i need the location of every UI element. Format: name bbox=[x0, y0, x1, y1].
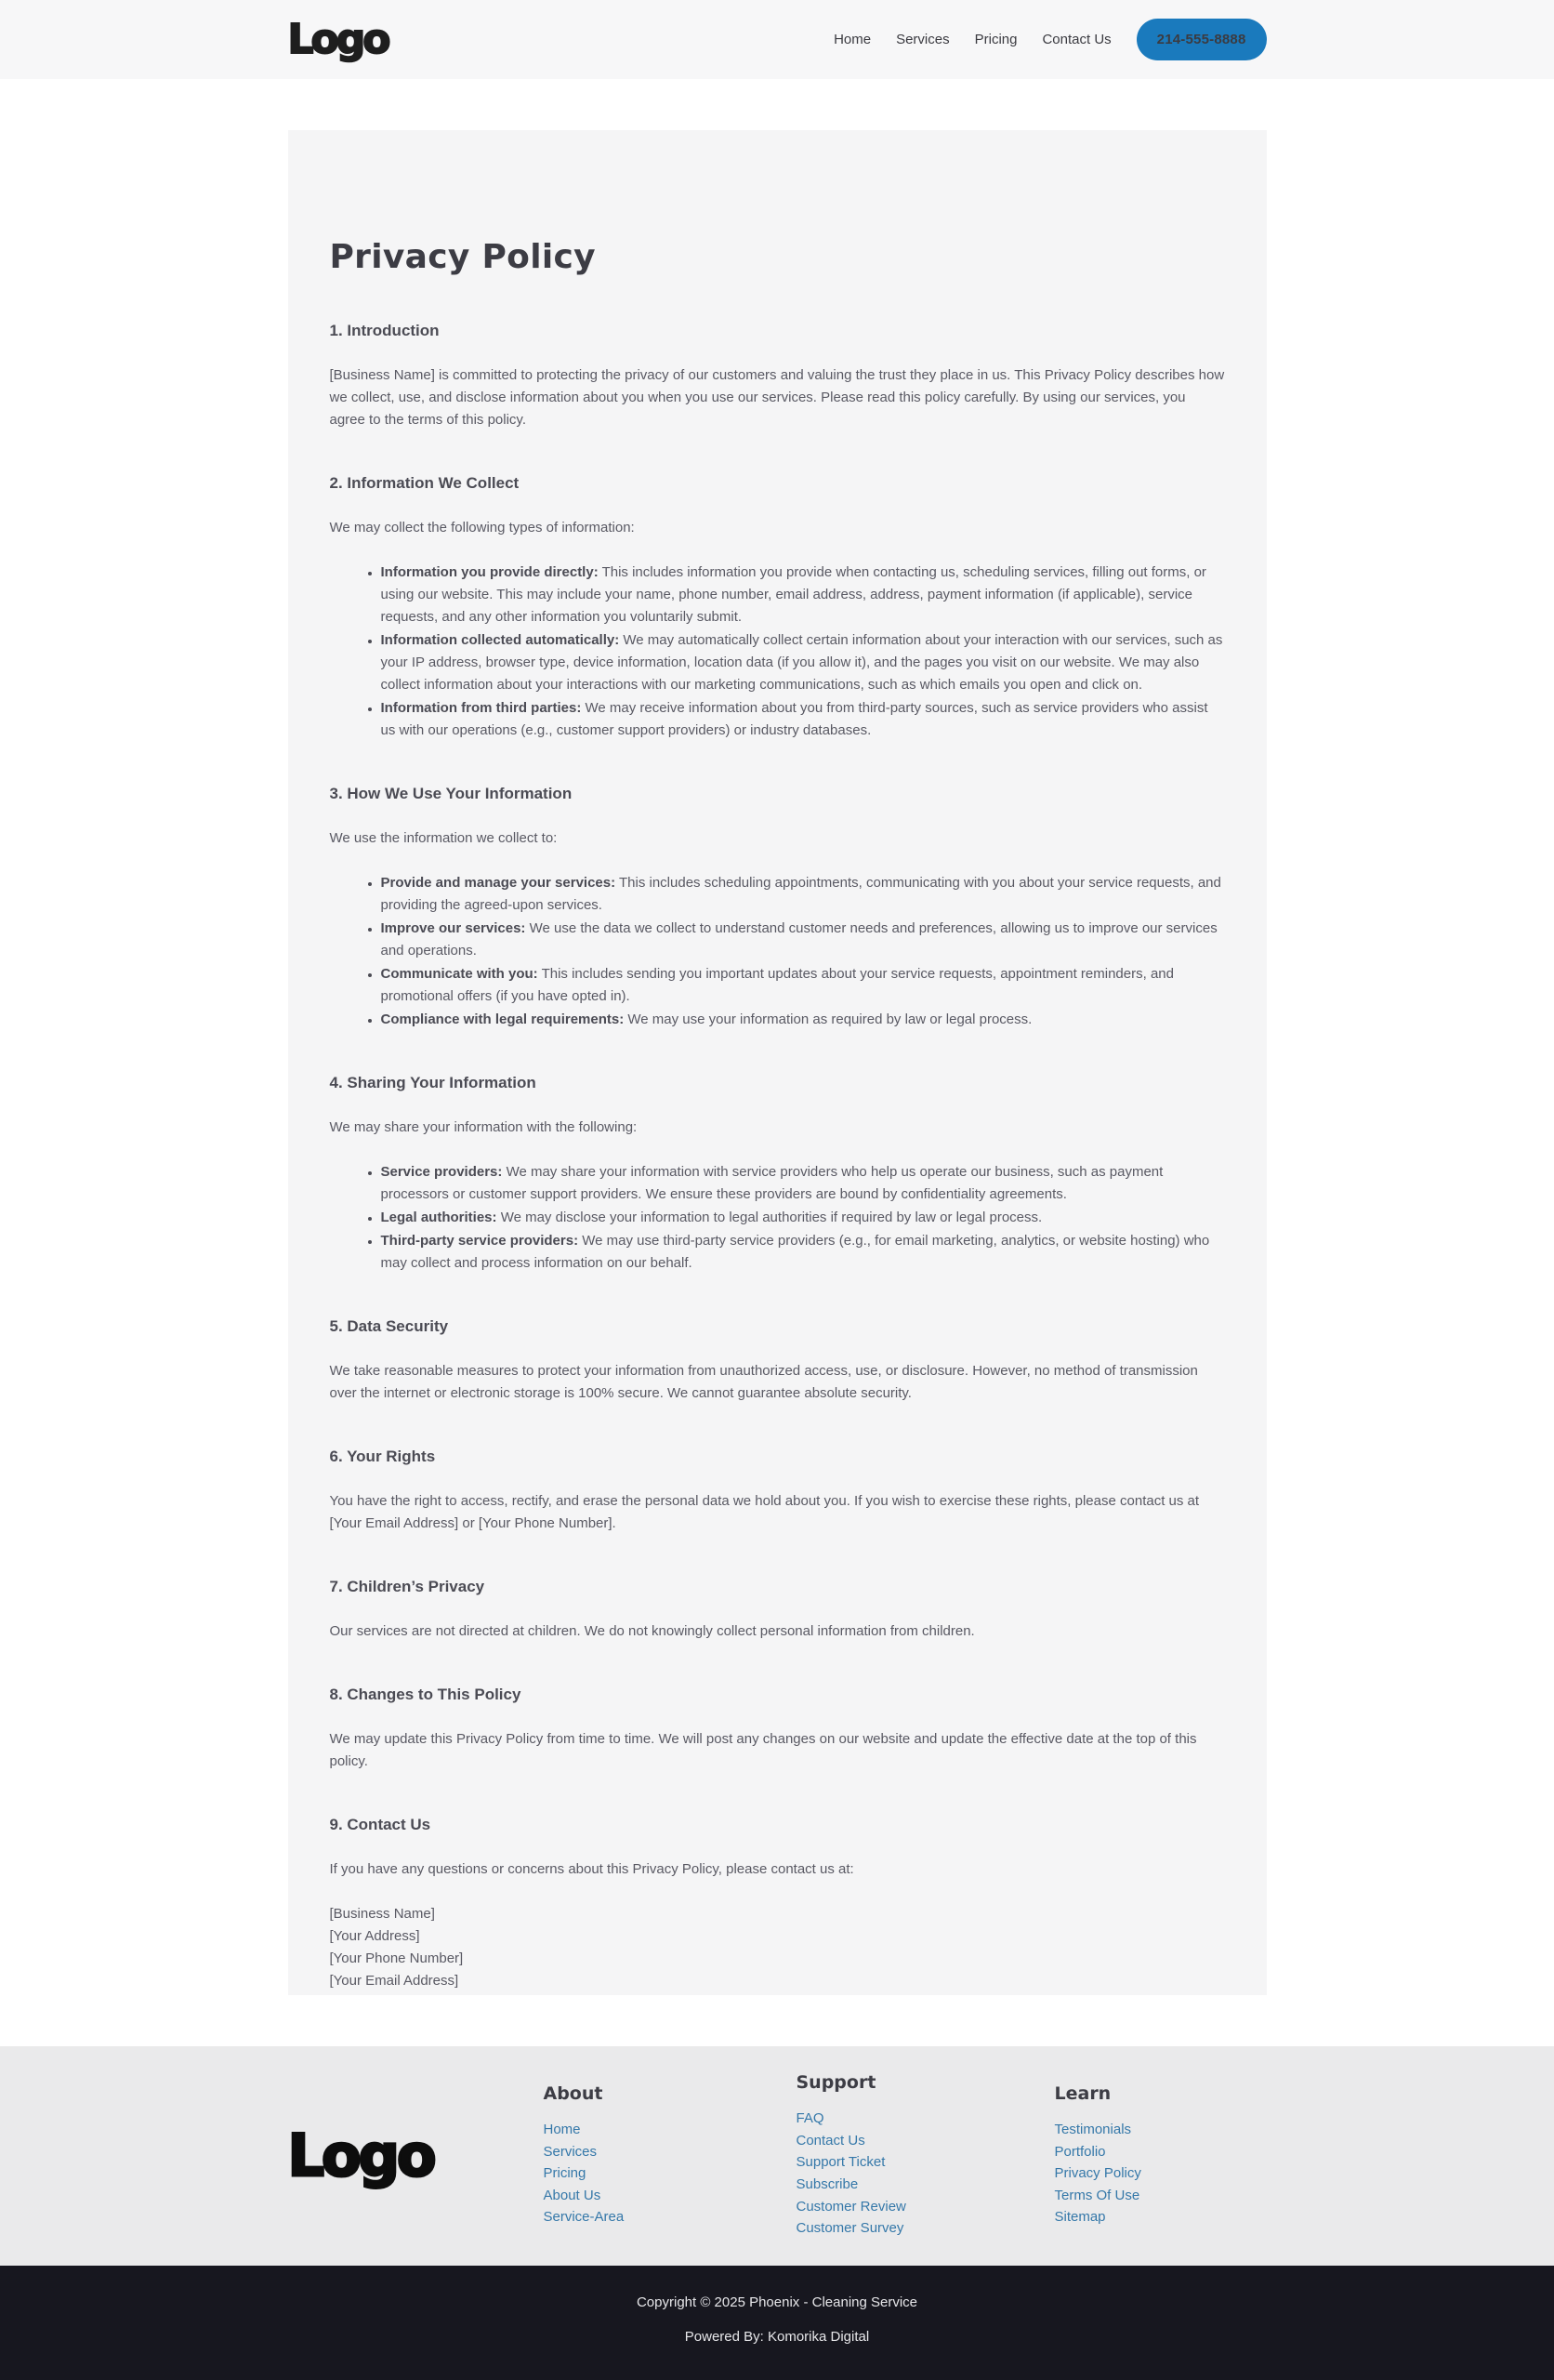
footer-link-customer-review[interactable]: Customer Review bbox=[796, 2198, 906, 2215]
contact-lines: [Business Name] [Your Address] [Your Phone Number] [Your Email Address] bbox=[329, 1906, 464, 1989]
site-header bbox=[0, 0, 1554, 79]
footer-link-testimonials[interactable]: Testimonials bbox=[1054, 2122, 1132, 2138]
policy-section bbox=[330, 472, 1225, 742]
footer-link-portfolio[interactable]: Portfolio bbox=[1054, 2143, 1106, 2160]
section-heading: 2. Information We Collect bbox=[329, 474, 520, 492]
bullet-item: • Provide and manage your services: This includes scheduling appointments, communicating with you about your service requests, and providing the agreed-upon services. bbox=[381, 872, 1225, 917]
section-heading: 9. Contact Us bbox=[329, 1816, 431, 1833]
section-paragraph: We may collect the following types of information: bbox=[329, 520, 635, 536]
nav-link-services[interactable]: Services bbox=[896, 32, 950, 47]
section-bullet-list bbox=[330, 562, 1225, 742]
section-bullet-list bbox=[330, 1161, 1225, 1275]
bullet-item: • Improve our services: We use the data we collect to understand customer needs and preferences, allowing us to improve our services and operations. bbox=[381, 918, 1225, 962]
bullet-item: • Information you provide directly: This includes information you provide when contacting us, scheduling services, filling out forms, or using our website. This may include your name, phone number, email address, address, payment information (if applicable), service requests, and any other information you voluntarily submit. bbox=[381, 562, 1225, 628]
section-paragraph: We use the information we collect to: bbox=[329, 830, 558, 846]
section-bullet-list bbox=[330, 872, 1225, 1031]
section-paragraph: We may share your information with the following: bbox=[329, 1119, 638, 1135]
policy-section bbox=[330, 1446, 1225, 1535]
section-heading: 1. Introduction bbox=[329, 322, 440, 339]
section-heading: 4. Sharing Your Information bbox=[329, 1074, 536, 1091]
section-heading: 3. How We Use Your Information bbox=[329, 785, 573, 802]
nav-link-home[interactable]: Home bbox=[834, 32, 872, 47]
footer-link-home[interactable]: Home bbox=[543, 2122, 581, 2138]
footer-column-heading: Support bbox=[796, 2072, 876, 2094]
footer-logo-column bbox=[287, 2122, 544, 2189]
section-paragraph: If you have any questions or concerns about this Privacy Policy, please contact us at: bbox=[329, 1861, 854, 1877]
footer-column-learn bbox=[1055, 2083, 1267, 2228]
site-logo[interactable]: Logo bbox=[287, 15, 388, 63]
section-heading: 7. Children’s Privacy bbox=[329, 1578, 485, 1595]
main-nav bbox=[834, 19, 1266, 60]
policy-sections bbox=[330, 320, 1225, 1992]
powered-by-text: Powered By: Komorika Digital bbox=[684, 2329, 870, 2345]
footer-link-contact-us[interactable]: Contact Us bbox=[796, 2132, 865, 2149]
footer-link-services[interactable]: Services bbox=[543, 2143, 598, 2160]
bullet-item: • Compliance with legal requirements: We may use your information as required by law or legal process. bbox=[381, 1009, 1225, 1031]
footer-column-support bbox=[797, 2072, 1055, 2240]
footer-link-support-ticket[interactable]: Support Ticket bbox=[796, 2154, 886, 2171]
footer-column-heading: About bbox=[543, 2083, 603, 2105]
section-paragraph: Our services are not directed at children. We do not knowingly collect personal information from children. bbox=[329, 1623, 975, 1639]
footer-link-faq[interactable]: FAQ bbox=[796, 2110, 824, 2127]
section-heading: 8. Changes to This Policy bbox=[329, 1686, 521, 1703]
bullet-item: • Third-party service providers: We may use third-party service providers (e.g., for email marketing, analytics, or website hosting) who may collect and process information on our behalf. bbox=[381, 1230, 1225, 1275]
footer-column-heading: Learn bbox=[1054, 2083, 1112, 2105]
bullet-item: • Information from third parties: We may receive information about you from third-party sources, such as service providers who assist us with our operations (e.g., customer support providers) or industry databases. bbox=[381, 697, 1225, 742]
copyright-text: Copyright © 2025 Phoenix - Cleaning Service bbox=[636, 2294, 918, 2310]
footer-link-privacy-policy[interactable]: Privacy Policy bbox=[1054, 2165, 1141, 2182]
policy-section bbox=[330, 320, 1225, 431]
footer-link-terms-of-use[interactable]: Terms Of Use bbox=[1054, 2187, 1140, 2203]
footer-column-about bbox=[544, 2083, 797, 2228]
footer-link-about-us[interactable]: About Us bbox=[543, 2187, 601, 2203]
footer-link-sitemap[interactable]: Sitemap bbox=[1054, 2209, 1106, 2226]
footer-link-service-area[interactable]: Service-Area bbox=[543, 2209, 625, 2226]
nav-link-contact-us[interactable]: Contact Us bbox=[1042, 32, 1112, 47]
bullet-item: • Communicate with you: This includes sending you important updates about your service requests, appointment reminders, and promotional offers (if you have opted in). bbox=[381, 963, 1225, 1008]
footer-link-columns bbox=[544, 2072, 1267, 2240]
nav-link-pricing[interactable]: Pricing bbox=[974, 32, 1018, 47]
section-paragraph: We may update this Privacy Policy from time to time. We will post any changes on our website and update the effective date at the top of this policy. bbox=[329, 1731, 1197, 1769]
phone-button[interactable]: 214-555-8888 bbox=[1137, 19, 1267, 60]
policy-section bbox=[330, 1316, 1225, 1405]
section-heading: 6. Your Rights bbox=[329, 1448, 436, 1465]
policy-section bbox=[330, 1576, 1225, 1643]
footer-link-subscribe[interactable]: Subscribe bbox=[796, 2176, 859, 2192]
footer-logo: Logo bbox=[287, 2122, 434, 2189]
footer-link-pricing[interactable]: Pricing bbox=[543, 2165, 586, 2182]
footer-link-customer-survey[interactable]: Customer Survey bbox=[796, 2220, 904, 2237]
page-title: Privacy Policy bbox=[329, 238, 596, 276]
copyright-bar bbox=[0, 2266, 1554, 2380]
main-content bbox=[0, 79, 1554, 2046]
privacy-policy-card bbox=[288, 130, 1267, 1995]
bullet-item: • Service providers: We may share your information with service providers who help us operate our business, such as payment processors or customer support providers. We ensure these providers are bound by confidentiality agreements. bbox=[381, 1161, 1225, 1206]
section-paragraph: You have the right to access, rectify, and erase the personal data we hold about you. If you wish to exercise these rights, please contact us at [Your Email Address] or [Your Phone Number]. bbox=[329, 1493, 1200, 1531]
bullet-item: • Legal authorities: We may disclose your information to legal authorities if required by law or legal process. bbox=[381, 1207, 1225, 1229]
site-footer bbox=[0, 2046, 1554, 2266]
section-heading: 5. Data Security bbox=[329, 1317, 449, 1335]
policy-section bbox=[330, 1814, 1225, 1992]
policy-section bbox=[330, 1072, 1225, 1275]
policy-section bbox=[330, 1684, 1225, 1773]
bullet-item: • Information collected automatically: We may automatically collect certain information about your interaction with our services, such as your IP address, browser type, device information, location data (if you allow it), and the pages you visit on our website. We may also collect information about your interactions with our marketing communications, such as which emails you open and click on. bbox=[381, 629, 1225, 696]
section-paragraph: We take reasonable measures to protect your information from unauthorized access, use, or disclosure. However, no method of transmission over the internet or electronic storage is 100% secure. We cannot guarantee absolute security. bbox=[329, 1363, 1198, 1401]
policy-section bbox=[330, 783, 1225, 1031]
section-paragraph: [Business Name] is committed to protecting the privacy of our customers and valuing the trust they place in us. This Privacy Policy describes how we collect, use, and disclose information about you when you use our services. Please read this policy carefully. By using our services, you agree to the terms of this policy. bbox=[329, 367, 1225, 428]
